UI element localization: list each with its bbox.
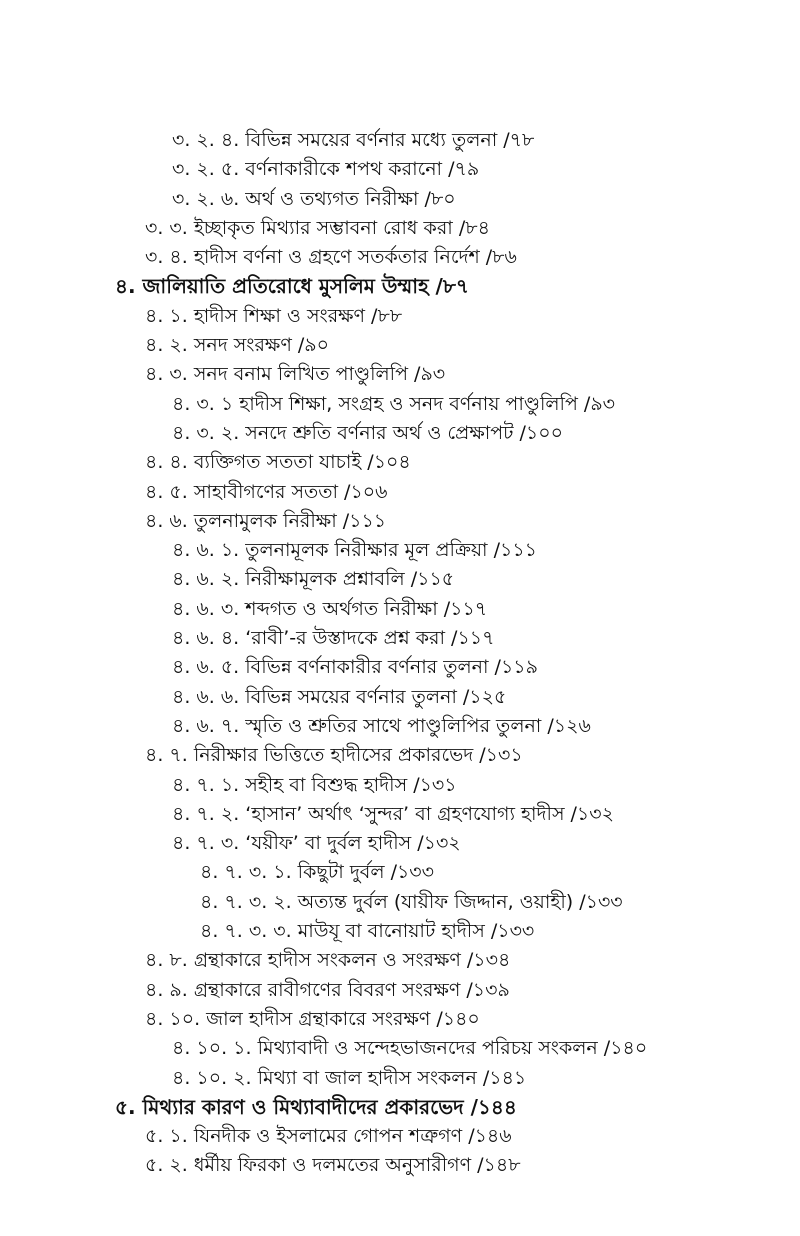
toc-entry: ৪. ৭. ৩. ১. কিছুটা দুর্বল /১৩৩ <box>200 861 435 884</box>
toc-entry: ৪. ৬. ৪. ‘রাবী’-র উস্তাদকে প্রশ্ন করা /১১৭ <box>172 627 495 650</box>
toc-entry: ৪. ৩. সনদ বনাম লিখিত পাণ্ডুলিপি /৯৩ <box>145 363 446 386</box>
toc-entry: ৪. ৭. নিরীক্ষার ভিত্তিতে হাদীসের প্রকারভেদ /১৩১ <box>145 744 523 767</box>
toc-entry: ৪. ৪. ব্যক্তিগত সততা যাচাই /১০৪ <box>145 451 411 474</box>
table-of-contents <box>0 126 800 1181</box>
toc-entry: ৪. ১০. ১. মিথ্যাবাদী ও সন্দেহভাজনদের পরিচয় সংকলন /১৪০ <box>172 1037 648 1060</box>
toc-entry: ৪. ৬. ১. তুলনামূলক নিরীক্ষার মূল প্রক্রিয়া /১১১ <box>172 539 537 562</box>
toc-entry: ৪. ৮. গ্রন্থাকারে হাদীস সংকলন ও সংরক্ষণ /১৩৪ <box>145 949 511 972</box>
toc-entry: ৪. ৫. সাহাবীগণের সততা /১০৬ <box>145 480 388 503</box>
toc-entry: ৪. ৭. ৩. ৩. মাউযূ বা বানোয়াট হাদীস /১৩৩ <box>200 920 535 943</box>
toc-entry: ৪. ৭. ১. সহীহ বা বিশুদ্ধ হাদীস /১৩১ <box>172 773 457 796</box>
toc-entry: ৪. ৭. ২. ‘হাসান’ অর্থাৎ ‘সুন্দর’ বা গ্রহণযোগ্য হাদীস /১৩২ <box>172 802 614 825</box>
toc-entry: ৪. ৬. তুলনামুলক নিরীক্ষা /১১১ <box>145 509 387 532</box>
toc-entry: ৪. ৬. ২. নিরীক্ষামূলক প্রশ্নাবলি /১১৫ <box>172 568 455 591</box>
toc-entry: ৫. ১. যিনদীক ও ইসলামের গোপন শত্রুগণ /১৪৬ <box>145 1125 512 1148</box>
toc-entry: ৪. ৭. ৩. ‘যয়ীফ’ বা দুর্বল হাদীস /১৩২ <box>172 832 461 855</box>
toc-entry: ৪. ১০. ২. মিথ্যা বা জাল হাদীস সংকলন /১৪১ <box>172 1066 527 1089</box>
toc-entry: ৩. ৩. ইচ্ছাকৃত মিথ্যার সম্ভাবনা রোধ করা /৮৪ <box>145 216 490 239</box>
toc-entry: ৪. ৭. ৩. ২. অত্যন্ত দুর্বল (যায়ীফ জিদ্দান, ওয়াহী) /১৩৩ <box>200 890 623 913</box>
toc-chapter-heading: ৫. মিথ্যার কারণ ও মিথ্যাবাদীদের প্রকারভেদ /১৪৪ <box>115 1094 517 1119</box>
toc-entry: ৫. ২. ধর্মীয় ফিরকা ও দলমতের অনুসারীগণ /১৪৮ <box>145 1154 521 1177</box>
toc-entry: ৪. ৬. ৫. বিভিন্ন বর্ণনাকারীর বর্ণনার তুলনা /১১৯ <box>172 656 538 679</box>
toc-entry: ৪. ৬. ৩. শব্দগত ও অর্থগত নিরীক্ষা /১১৭ <box>172 597 488 620</box>
toc-entry: ৪. ১০. জাল হাদীস গ্রন্থাকারে সংরক্ষণ /১৪০ <box>145 1007 480 1030</box>
toc-chapter-heading: ৪. জালিয়াতি প্রতিরোধে মুসলিম উম্মাহ /৮৭ <box>115 274 469 299</box>
toc-entry: ৪. ৬. ৬. বিভিন্ন সময়ের বর্ণনার তুলনা /১২৫ <box>172 685 507 708</box>
toc-entry: ৪. ১. হাদীস শিক্ষা ও সংরক্ষণ /৮৮ <box>145 304 403 327</box>
toc-entry: ৩. ২. ৫. বর্ণনাকারীকে শপথ করানো /৭৯ <box>172 158 480 181</box>
toc-entry: ৪. ২. সনদ সংরক্ষণ /৯০ <box>145 334 329 357</box>
toc-entry: ৪. ৬. ৭. স্মৃতি ও শ্রুতির সাথে পাণ্ডুলিপির তুলনা /১২৬ <box>172 714 591 737</box>
toc-entry: ৪. ৩. ১ হাদীস শিক্ষা, সংগ্রহ ও সনদ বর্ণনায় পাণ্ডুলিপি /৯৩ <box>172 392 615 415</box>
toc-entry: ৩. ২. ৪. বিভিন্ন সময়ের বর্ণনার মধ্যে তুলনা /৭৮ <box>172 129 535 151</box>
toc-entry: ৩. ২. ৬. অর্থ ও তথ্যগত নিরীক্ষা /৮০ <box>172 187 456 210</box>
toc-entry: ৪. ৩. ২. সনদে শ্রুতি বর্ণনার অর্থ ও প্রেক্ষাপট /১০০ <box>172 421 563 444</box>
toc-entry: ৪. ৯. গ্রন্থাকারে রাবীগণের বিবরণ সংরক্ষণ /১৩৯ <box>145 978 510 1001</box>
toc-entry: ৩. ৪. হাদীস বর্ণনা ও গ্রহণে সতর্কতার নির্দেশ /৮৬ <box>145 246 517 269</box>
